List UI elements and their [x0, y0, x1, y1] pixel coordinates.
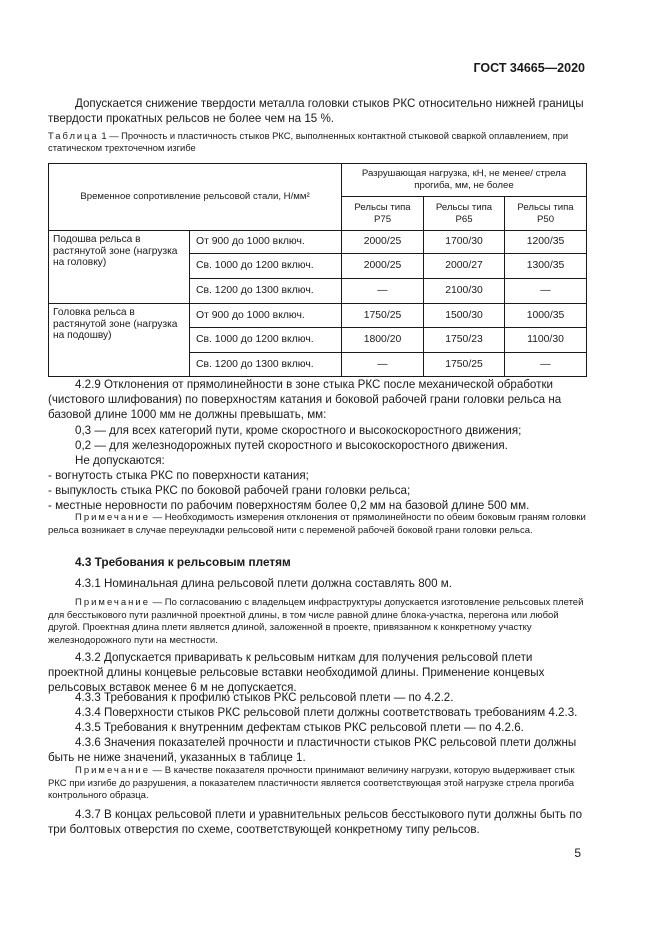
value-cell: 1700/30 — [424, 231, 505, 254]
table1-header-row — [49, 164, 587, 197]
value-cell: 2000/25 — [342, 231, 424, 254]
note-text: — По согласованию с владельцем инфраструктуры допускается изготовление рельсовых плетей для бесстыкового пути различной проектной длины, в том числе равной длине блока-участка, перегона или любой другой. Проектная длина плети является длиной, заложенной в проекте, привязанном к конкретному участку железнодорожного пути на местности. — [48, 597, 584, 646]
list-item: - вогнутость стыка РКС по поверхности катания; — [48, 469, 309, 482]
value-cell: 1750/23 — [424, 328, 505, 353]
list-item: - местные неровности по рабочим поверхностям более 0,2 мм на базовой длине 500 мм. — [48, 499, 530, 512]
value-cell: — — [342, 353, 424, 377]
list-item: - выпуклость стыка РКС по боковой рабочей грани головки рельса; — [48, 484, 411, 497]
list-item: Не допускаются: — [75, 454, 165, 467]
value-cell: 1800/20 — [342, 328, 424, 353]
value-cell: 1200/35 — [505, 231, 587, 254]
intro-paragraph: Допускается снижение твердости металла головки стыков РКС относительно нижней границы твердости прокатных рельсов не более чем на 15 %. — [48, 97, 584, 125]
list-item: 0,3 — для всех категорий пути, кроме скоростного и высокоскоростного движения; — [75, 424, 522, 437]
value-cell: 1100/30 — [505, 328, 587, 353]
table1-caption — [48, 130, 586, 154]
not-allowed-list — [48, 468, 586, 513]
range-cell: От 900 до 1000 включ. — [190, 231, 342, 254]
range-cell: Св. 1200 до 1300 включ. — [190, 279, 342, 304]
header-strength: Временное сопротивление рельсовой стали, Н/мм² — [49, 164, 342, 231]
note-1 — [48, 512, 586, 537]
note-3 — [48, 765, 586, 803]
table-row — [49, 304, 587, 328]
value-cell: 2100/30 — [424, 279, 505, 304]
clause-4-3-7: 4.3.7 В концах рельсовой плети и уравнительных рельсов бесстыкового пути должны быть по три болтовых отверстия по схеме, соответствующей конкретному типу рельсов. — [48, 808, 583, 836]
group-label-foot: Подошва рельса в растянутой зоне (нагрузка на головку) — [49, 231, 190, 304]
value-cell: 1750/25 — [424, 353, 505, 377]
value-cell: — — [505, 353, 587, 377]
clause-4-3-6: 4.3.6 Значения показателей прочности и пластичности стыков РКС рельсовой плети должны быть не ниже значений, указанных в таблице 1. — [48, 736, 577, 764]
clause-4-3-2: 4.3.2 Допускается приваривать к рельсовым ниткам для получения рельсовой плети проектной длины концевые рельсовые вставки необходимой длины. Применение концевых рельсовых вставок менее 6 м не допускается. — [48, 651, 545, 694]
range-cell: Св. 1200 до 1300 включ. — [190, 353, 342, 377]
range-cell: Св. 1000 до 1200 включ. — [190, 328, 342, 353]
note-2 — [48, 597, 586, 647]
header-rail-p50: Рельсы типа Р50 — [505, 197, 587, 231]
clause-4-3-3: 4.3.3 Требования к профилю стыков РКС рельсовой плети — по 4.2.2. — [75, 691, 454, 704]
value-cell: 1500/30 — [424, 304, 505, 328]
clause-4-2-9: 4.2.9 Отклонения от прямолинейности в зоне стыка РКС после механической обработки (чистового шлифования) по поверхностям катания и боковой рабочей грани головки рельса на базовой длине 1000 мм не должны превышать, мм: — [48, 378, 562, 421]
value-cell: — — [342, 279, 424, 304]
range-cell: От 900 до 1000 включ. — [190, 304, 342, 328]
clause-4-3-5: 4.3.5 Требования к внутренним дефектам стыков РКС рельсовой плети — по 4.2.6. — [75, 721, 524, 734]
value-cell: — — [505, 279, 587, 304]
page-number: 5 — [574, 846, 581, 860]
header-rail-p75: Рельсы типа Р75 — [342, 197, 424, 231]
table-row — [49, 231, 587, 254]
value-cell: 1750/25 — [342, 304, 424, 328]
group-label-head: Головка рельса в растянутой зоне (нагрузка на подошву) — [49, 304, 190, 377]
note-label: Примечание — [75, 765, 150, 776]
value-cell: 1000/35 — [505, 304, 587, 328]
header-rail-p65: Рельсы типа Р65 — [424, 197, 505, 231]
table1-caption-text: 1 — Прочность и пластичность стыков РКС, выполненных контактной стыковой сваркой оплавлением, при статическом трехточечном изгибе — [48, 130, 569, 153]
note-text: — В качестве показателя прочности принимают величину нагрузки, которую выдерживает стык РКС при изгибе до разрушения, а показателем пластичности является соответствующая этой нагрузке стрела прогиба контрольного образца. — [48, 765, 575, 801]
note-label: Примечание — [75, 597, 150, 608]
tolerance-list — [48, 423, 586, 468]
value-cell: 2000/25 — [342, 254, 424, 279]
table1-caption-label: Таблица — [48, 130, 99, 141]
note-label: Примечание — [75, 512, 150, 523]
section-4-3-title: 4.3 Требования к рельсовым плетям — [75, 555, 291, 569]
clause-4-3-1: 4.3.1 Номинальная длина рельсовой плети должна составлять 800 м. — [75, 577, 452, 590]
note-text: — Необходимость измерения отклонения от прямолинейности по обеим боковым граням головки рельса возникает в случае переукладки рельсовой нити с переменой рабочей боковой грани головки рельса. — [48, 512, 586, 536]
table1 — [48, 163, 587, 377]
value-cell: 1300/35 — [505, 254, 587, 279]
value-cell: 2000/27 — [424, 254, 505, 279]
list-item: 0,2 — для железнодорожных путей скоростного и высокоскоростного движения. — [75, 439, 508, 452]
header-load: Разрушающая нагрузка, кН, не менее/ стрела прогиба, мм, не более — [342, 164, 587, 197]
standard-id: ГОСТ 34665—2020 — [473, 61, 585, 75]
range-cell: Св. 1000 до 1200 включ. — [190, 254, 342, 279]
clause-4-3-4: 4.3.4 Поверхности стыков РКС рельсовой плети должны соответствовать требованиям 4.2.3. — [75, 706, 578, 719]
